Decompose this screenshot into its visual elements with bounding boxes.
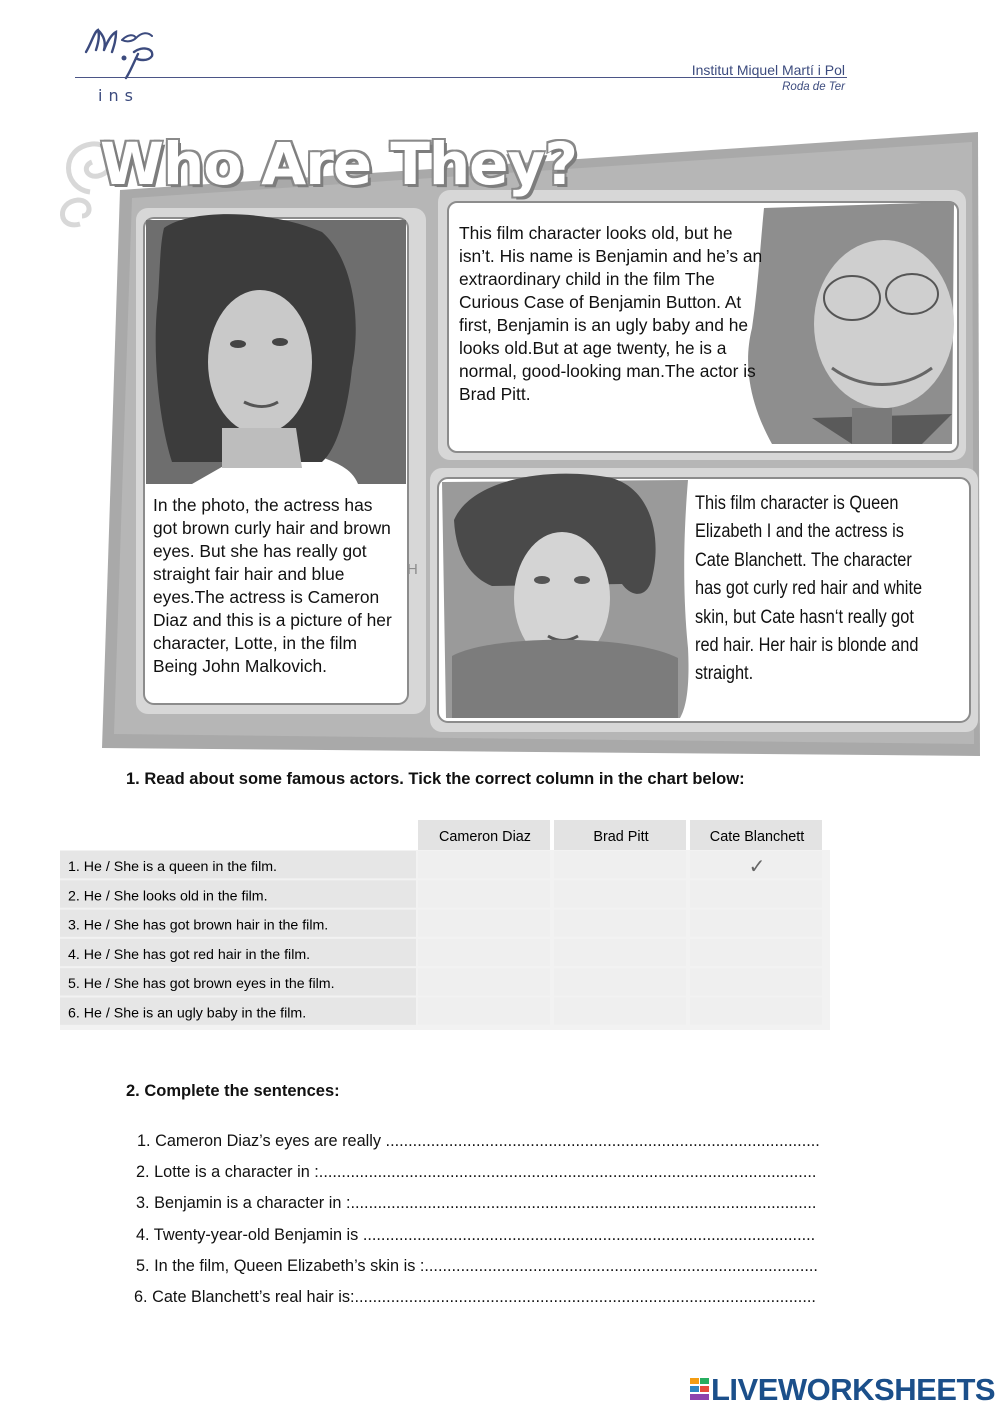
tick-cell[interactable] xyxy=(554,998,686,1025)
tick-mark: ✓ xyxy=(748,856,766,878)
tick-cell[interactable] xyxy=(418,939,550,966)
card-lotte-text: In the photo, the actress has got brown curly hair and brown eyes. But she has really got straight fair hair and blue eyes.The actress is Cameron Diaz and this is a picture of her character, Lotte, in the film Being John Malkovich. xyxy=(153,495,392,676)
tick-cell[interactable] xyxy=(690,968,822,995)
tick-table xyxy=(60,820,830,1030)
tick-cell[interactable] xyxy=(418,910,550,937)
tick-cell[interactable] xyxy=(418,851,550,878)
tick-cell[interactable] xyxy=(690,880,822,907)
tick-cell[interactable] xyxy=(690,910,822,937)
stray-mark: H xyxy=(407,561,418,578)
row-label: 1. He / She is a queen in the film. xyxy=(68,859,277,875)
school-logo xyxy=(82,22,164,84)
sentence-1[interactable]: 1. Cameron Diaz’s eyes are really ................................................................................................ xyxy=(137,1132,820,1150)
exercise2-heading: 2. Complete the sentences: xyxy=(126,1082,340,1100)
tick-cell[interactable] xyxy=(554,968,686,995)
tick-cell[interactable] xyxy=(418,998,550,1025)
logo-subtext: ins xyxy=(98,86,139,105)
row-label: 3. He / She has got brown hair in the film. xyxy=(68,917,329,934)
card-benjamin-text: This film character looks old, but he isn’t. His name is Benjamin and he’s an extraordinary child in the film The Curious Case of Benjamin Button. At first, Benjamin is an ugly baby and he looks old.But at age twenty, he is a normal, good-looking man.The actor is Brad Pitt. xyxy=(459,223,763,404)
brand-name: LIVEWORKSHEETS xyxy=(711,1372,996,1407)
tick-cell[interactable] xyxy=(554,910,686,937)
column-header: Cate Blanchett xyxy=(709,829,805,845)
tick-cell[interactable] xyxy=(554,939,686,966)
hero-title: Who Are They? xyxy=(100,130,577,198)
row-label: 5. He / She has got brown eyes in the film. xyxy=(68,976,335,993)
sentence-4[interactable]: 4. Twenty-year-old Benjamin is .................................................................................................... xyxy=(136,1226,816,1244)
tick-cell[interactable] xyxy=(554,880,686,907)
tick-cell[interactable] xyxy=(554,851,686,878)
tick-cell[interactable] xyxy=(418,880,550,907)
sentence-6[interactable]: 6. Cate Blanchett’s real hair is:...................................................................................................... xyxy=(134,1288,816,1306)
sentence-5[interactable]: 5. In the film, Queen Elizabeth’s skin is :....................................................................................... xyxy=(136,1257,818,1275)
sentence-3[interactable]: 3. Benjamin is a character in :....................................................................................................... xyxy=(136,1194,817,1212)
row-label: 6. He / She is an ugly baby in the film. xyxy=(68,1005,307,1022)
card-queen-text: This film character is Queen Elizabeth I and the actress is Cate Blanchett. The character has got curly red hair and white skin, but Cate hasn‘t really got red hair. Her hair is blonde and straight. xyxy=(695,493,923,685)
column-header: Brad Pitt xyxy=(593,829,649,845)
sentence-2[interactable]: 2. Lotte is a character in :.............................................................................................................. xyxy=(136,1163,817,1181)
row-label: 2. He / She looks old in the film. xyxy=(68,888,268,905)
tick-cell[interactable] xyxy=(418,968,550,995)
tick-cell[interactable] xyxy=(690,998,822,1025)
column-header: Cameron Diaz xyxy=(439,829,531,845)
school-name: Institut Miquel Martí i Pol xyxy=(691,62,845,78)
row-label: 4. He / She has got red hair in the film. xyxy=(68,946,311,963)
liveworksheets-logo-icon xyxy=(690,1378,710,1400)
school-town: Roda de Ter xyxy=(782,81,845,93)
exercise1-heading: 1. Read about some famous actors. Tick the correct column in the chart below: xyxy=(126,770,745,788)
tick-cell[interactable] xyxy=(690,939,822,966)
